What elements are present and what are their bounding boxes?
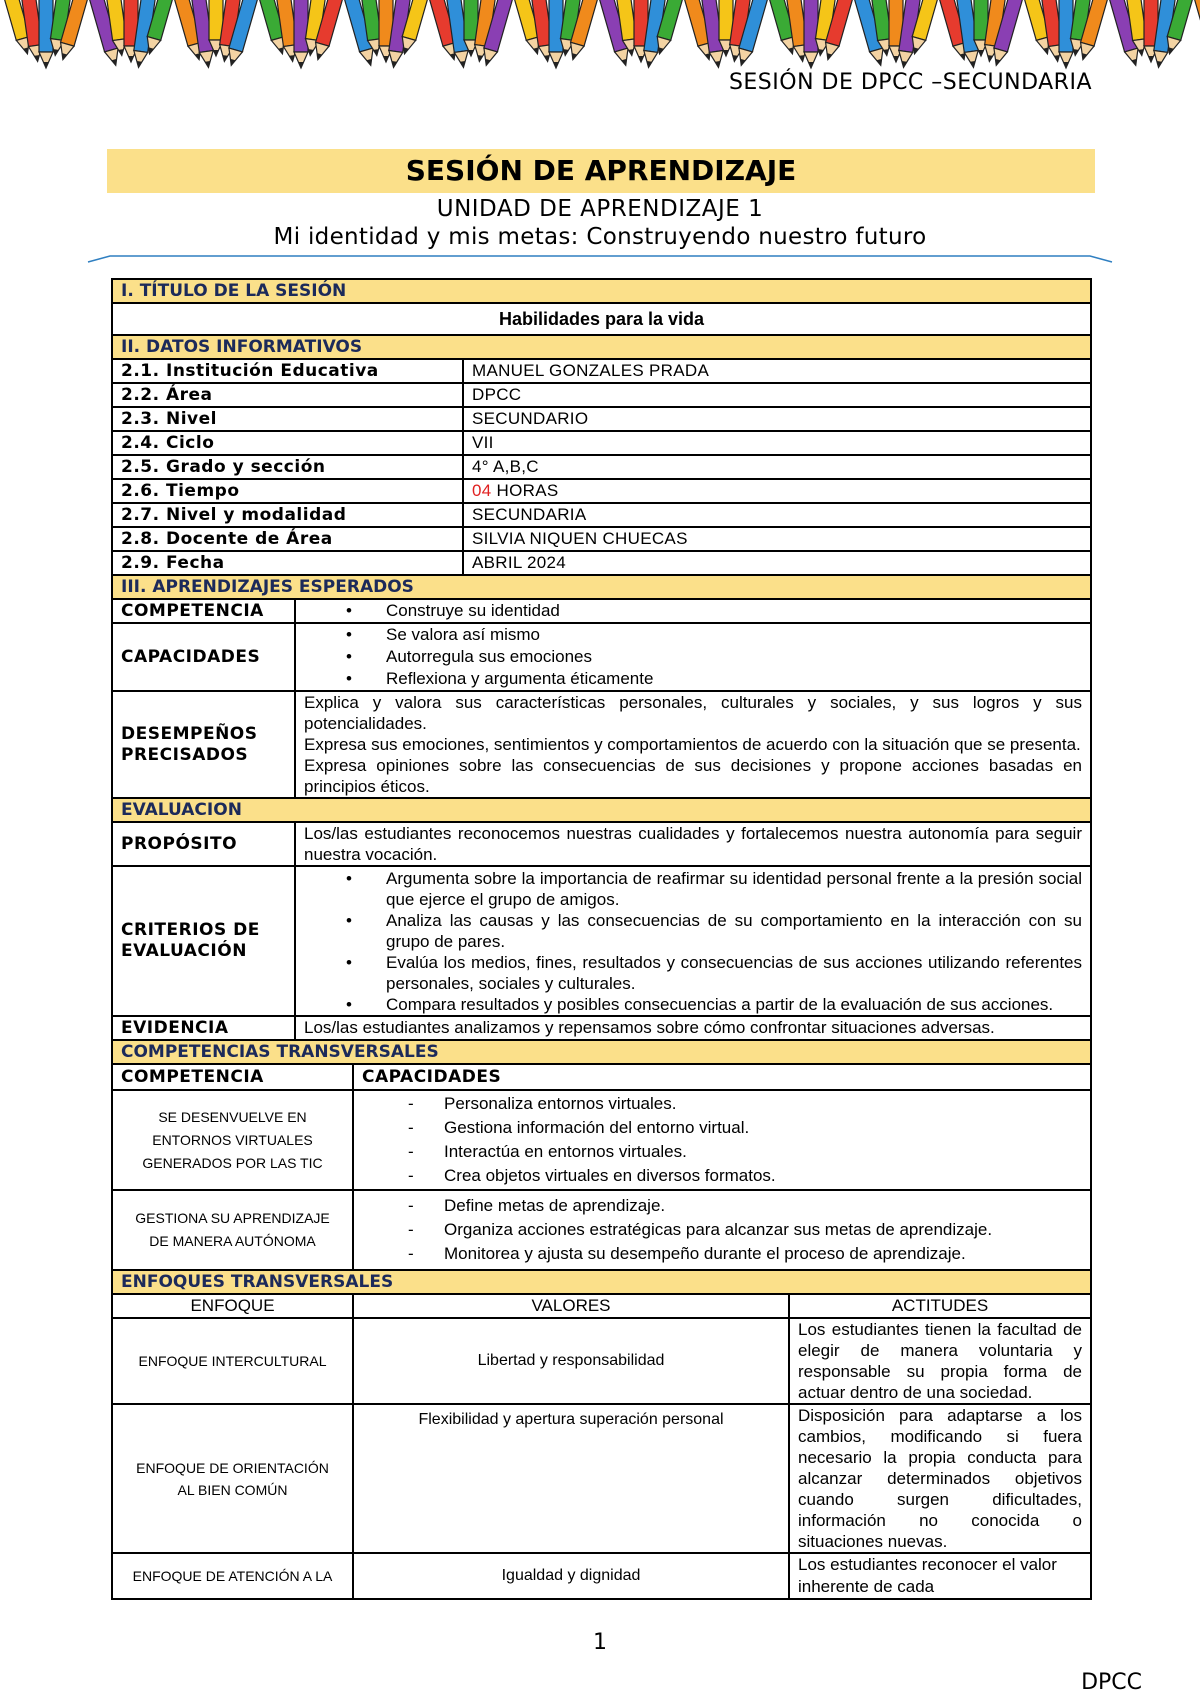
bullet-item: • Construye su identidad — [386, 600, 1082, 622]
enfoque-valor: Igualdad y dignidad — [353, 1553, 789, 1599]
section-heading: EVALUACION — [112, 798, 1091, 822]
info-label: 2.9. Fecha — [112, 551, 463, 575]
desempeno-line: Expresa opiniones sobre las consecuencias de sus decisiones y propone acciones basadas en principios éticos. — [304, 756, 1082, 796]
transversal-capacidades — [353, 1090, 1091, 1190]
desempenos-label — [112, 691, 295, 798]
bullet-item: • Se valora así mismo — [386, 624, 1082, 646]
info-label: 2.2. Área — [112, 383, 463, 407]
dash-item: - Define metas de aprendizaje. — [444, 1194, 1082, 1218]
competencia-line: GENERADOS POR LAS TIC — [142, 1154, 323, 1171]
enfoque-name-line: AL BIEN COMÚN — [177, 1481, 288, 1498]
desempenos-text — [295, 691, 1091, 798]
info-value: VII — [463, 431, 1091, 455]
desempenos-label-line: PRECISADOS — [121, 744, 249, 765]
criterios-label — [112, 866, 295, 1016]
criterios-label-line: CRITERIOS DE — [121, 920, 260, 940]
bullet-item: • Reflexiona y argumenta éticamente — [386, 668, 1082, 690]
enfoque-name: ENFOQUE INTERCULTURAL — [112, 1318, 353, 1404]
header-label: SESIÓN DE DPCC –SECUNDARIA — [728, 70, 1092, 95]
section-heading: I. TÍTULO DE LA SESIÓN — [112, 279, 1091, 303]
column-header: CAPACIDADES — [353, 1064, 1091, 1090]
criterios-label-line: EVALUACIÓN — [121, 941, 247, 961]
competencia-line: ENTORNOS VIRTUALES — [152, 1131, 313, 1148]
dash-item: - Crea objetos virtuales en diversos formatos. — [444, 1164, 1082, 1188]
column-header: ENFOQUE — [112, 1294, 353, 1318]
info-value: ABRIL 2024 — [463, 551, 1091, 575]
competencia-label: COMPETENCIA — [112, 599, 295, 623]
session-table — [111, 278, 1092, 1600]
transversal-capacidades — [353, 1190, 1091, 1270]
section-heading: COMPETENCIAS TRANSVERSALES — [112, 1040, 1091, 1064]
info-row — [112, 431, 1091, 455]
title-underline-decoration — [0, 0, 1200, 270]
enfoque-valor: Libertad y responsabilidad — [353, 1318, 789, 1404]
dash-item: - Interactúa en entornos virtuales. — [444, 1140, 1082, 1164]
bullet-item: • Autorregula sus emociones — [386, 646, 1082, 668]
dash-item: - Organiza acciones estratégicas para alcanzar sus metas de aprendizaje. — [444, 1218, 1082, 1242]
info-value: DPCC — [463, 383, 1091, 407]
transversal-competencia — [112, 1190, 353, 1270]
competencia-line: SE DESENVUELVE EN — [158, 1108, 307, 1125]
competencia-line: GESTIONA SU APRENDIZAJE — [135, 1210, 330, 1226]
enfoque-actitud: Disposición para adaptarse a los cambios, modificando si fuera necesario la propia conducta para alcanzar determinados objetivos cuando surgen dificultades, información no conocida o situaciones nuevas. — [789, 1404, 1091, 1553]
info-row — [112, 503, 1091, 527]
desempeno-line: Expresa sus emociones, sentimientos y comportamientos de acuerdo con la situación que se presenta. — [304, 735, 1081, 754]
capacidades-label: CAPACIDADES — [112, 623, 295, 691]
enfoque-name: ENFOQUE DE ATENCIÓN A LA — [112, 1553, 353, 1599]
info-label: 2.6. Tiempo — [112, 479, 463, 503]
info-row — [112, 551, 1091, 575]
info-value: SECUNDARIO — [463, 407, 1091, 431]
section-title-heading-row — [112, 279, 1091, 303]
info-row — [112, 359, 1091, 383]
time-hours-unit: HORAS — [491, 481, 559, 500]
enfoque-name — [112, 1404, 353, 1553]
column-header: COMPETENCIA — [112, 1064, 353, 1090]
unit-number: UNIDAD DE APRENDIZAJE 1 — [436, 196, 764, 222]
info-label: 2.3. Nivel — [112, 407, 463, 431]
proposito-text: Los/las estudiantes reconocemos nuestras cualidades y fortalecemos nuestra autonomía para seguir nuestra vocación. — [295, 822, 1091, 866]
page-title: SESIÓN DE APRENDIZAJE — [107, 149, 1095, 193]
evidencia-label: EVIDENCIA — [112, 1016, 295, 1040]
desempenos-label-line: DESEMPEÑOS — [121, 723, 258, 744]
info-label: 2.1. Institución Educativa — [112, 359, 463, 383]
info-label: 2.8. Docente de Área — [112, 527, 463, 551]
column-header: VALORES — [353, 1294, 789, 1318]
dash-item: - Monitorea y ajusta su desempeño durante el proceso de aprendizaje. — [444, 1242, 1082, 1266]
info-row — [112, 383, 1091, 407]
section-heading: III. APRENDIZAJES ESPERADOS — [112, 575, 1091, 599]
info-value: 4° A,B,C — [463, 455, 1091, 479]
page-number: 1 — [593, 1630, 607, 1655]
info-value: SILVIA NIQUEN CHUECAS — [463, 527, 1091, 551]
evidencia-text: Los/las estudiantes analizamos y repensamos sobre cómo confrontar situaciones adversas. — [295, 1016, 1091, 1040]
enfoque-actitud: Los estudiantes reconocer el valor inherente de cada — [789, 1553, 1091, 1599]
info-value: MANUEL GONZALES PRADA — [463, 359, 1091, 383]
bullet-item: • Evalúa los medios, fines, resultados y consecuencias de sus acciones utilizando referentes personales, sociales y culturales. — [386, 952, 1082, 994]
unit-name: Mi identidad y mis metas: Construyendo nuestro futuro — [273, 224, 927, 250]
session-title: Habilidades para la vida — [112, 303, 1091, 335]
dash-item: - Personaliza entornos virtuales. — [444, 1092, 1082, 1116]
info-row — [112, 407, 1091, 431]
column-header: ACTITUDES — [789, 1294, 1091, 1318]
footer-label: DPCC — [1081, 1670, 1142, 1695]
transversal-competencia — [112, 1090, 353, 1190]
desempeno-line: Explica y valora sus características personales, culturales y sociales, y sus logros y sus potencialidades. — [304, 693, 1082, 733]
enfoque-valor: Flexibilidad y apertura superación personal — [353, 1404, 789, 1553]
info-row — [112, 479, 1091, 503]
capacidades-list — [295, 623, 1091, 691]
proposito-label: PROPÓSITO — [112, 822, 295, 866]
enfoque-actitud: Los estudiantes tienen la facultad de elegir de manera voluntaria y responsable su propia forma de actuar dentro de una sociedad. — [789, 1318, 1091, 1404]
bullet-item: • Argumenta sobre la importancia de reafirmar su identidad personal frente a la presión social que ejerce el grupo de amigos. — [386, 868, 1082, 910]
info-row — [112, 527, 1091, 551]
section-heading: ENFOQUES TRANSVERSALES — [112, 1270, 1091, 1294]
bullet-item: • Analiza las causas y las consecuencias de su comportamiento en la interacción con su grupo de pares. — [386, 910, 1082, 952]
info-value — [463, 479, 1091, 503]
time-hours-number: 04 — [472, 481, 492, 500]
bullet-item: • Compara resultados y posibles consecuencias a partir de la evaluación de sus acciones. — [386, 994, 1082, 1015]
enfoque-name-line: ENFOQUE DE ORIENTACIÓN — [136, 1459, 329, 1476]
info-value: SECUNDARIA — [463, 503, 1091, 527]
dash-item: - Gestiona información del entorno virtual. — [444, 1116, 1082, 1140]
competencia-line: DE MANERA AUTÓNOMA — [149, 1233, 316, 1249]
info-label: 2.4. Ciclo — [112, 431, 463, 455]
criterios-list — [295, 866, 1091, 1016]
info-label: 2.5. Grado y sección — [112, 455, 463, 479]
info-label: 2.7. Nivel y modalidad — [112, 503, 463, 527]
info-row — [112, 455, 1091, 479]
competencia-value — [295, 599, 1091, 623]
section-heading: II. DATOS INFORMATIVOS — [112, 335, 1091, 359]
